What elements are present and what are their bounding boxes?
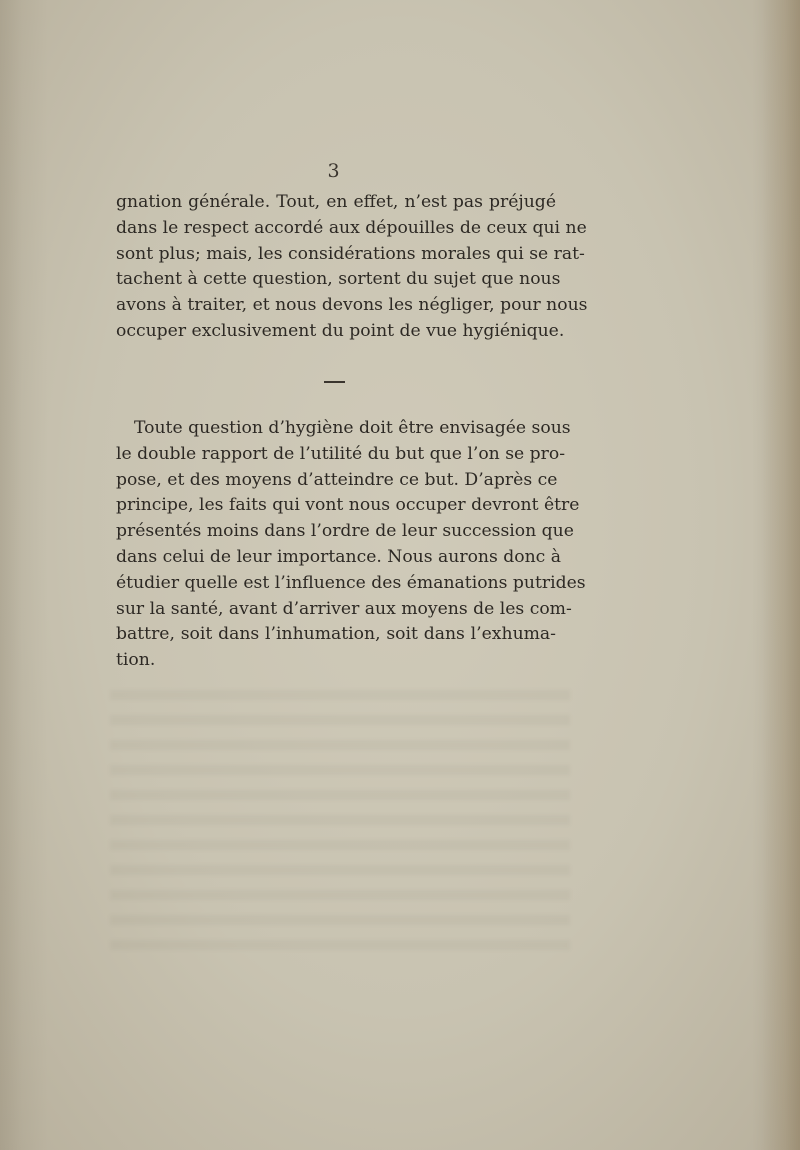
text-line: présentés moins dans l’ordre de leur succession que — [116, 521, 574, 542]
text-line: le double rapport de l’utilité du but que l’on se pro- — [116, 443, 566, 464]
text-line: gnation générale. Tout, en effet, n’est pas préjugé — [116, 192, 556, 212]
text-line: principe, les faits qui vont nous occuper devront être — [116, 495, 580, 516]
text-line: dans celui de leur importance. Nous aurons donc à — [116, 546, 562, 567]
paragraph-1 — [116, 190, 588, 345]
page-right-shadow — [762, 0, 800, 1150]
text-line: occuper exclusivement du point de vue hygiénique. — [116, 320, 565, 341]
text-line: sont plus; mais, les considérations morales qui se rat- — [116, 243, 585, 264]
bleed-through-text — [110, 690, 570, 950]
text-line: sur la santé, avant d’arriver aux moyens de les com- — [116, 598, 572, 619]
paragraph-2 — [116, 416, 586, 674]
text-line: Toute question d’hygiène doit être envisagée sous — [134, 418, 571, 438]
text-line: avons à traiter, et nous devons les négliger, pour nous — [116, 295, 588, 316]
text-line: battre, soit dans l’inhumation, soit dans l’exhuma- — [116, 624, 556, 645]
section-divider — [324, 381, 345, 383]
text-line: tachent à cette question, sortent du sujet que nous — [116, 269, 561, 290]
text-line: étudier quelle est l’influence des émanations putrides — [116, 572, 586, 593]
page-number: 3 — [327, 160, 340, 182]
text-line: pose, et des moyens d’atteindre ce but. D’après ce — [116, 469, 558, 490]
text-line: tion. — [116, 650, 156, 671]
text-line: dans le respect accordé aux dépouilles de ceux qui ne — [116, 217, 587, 238]
